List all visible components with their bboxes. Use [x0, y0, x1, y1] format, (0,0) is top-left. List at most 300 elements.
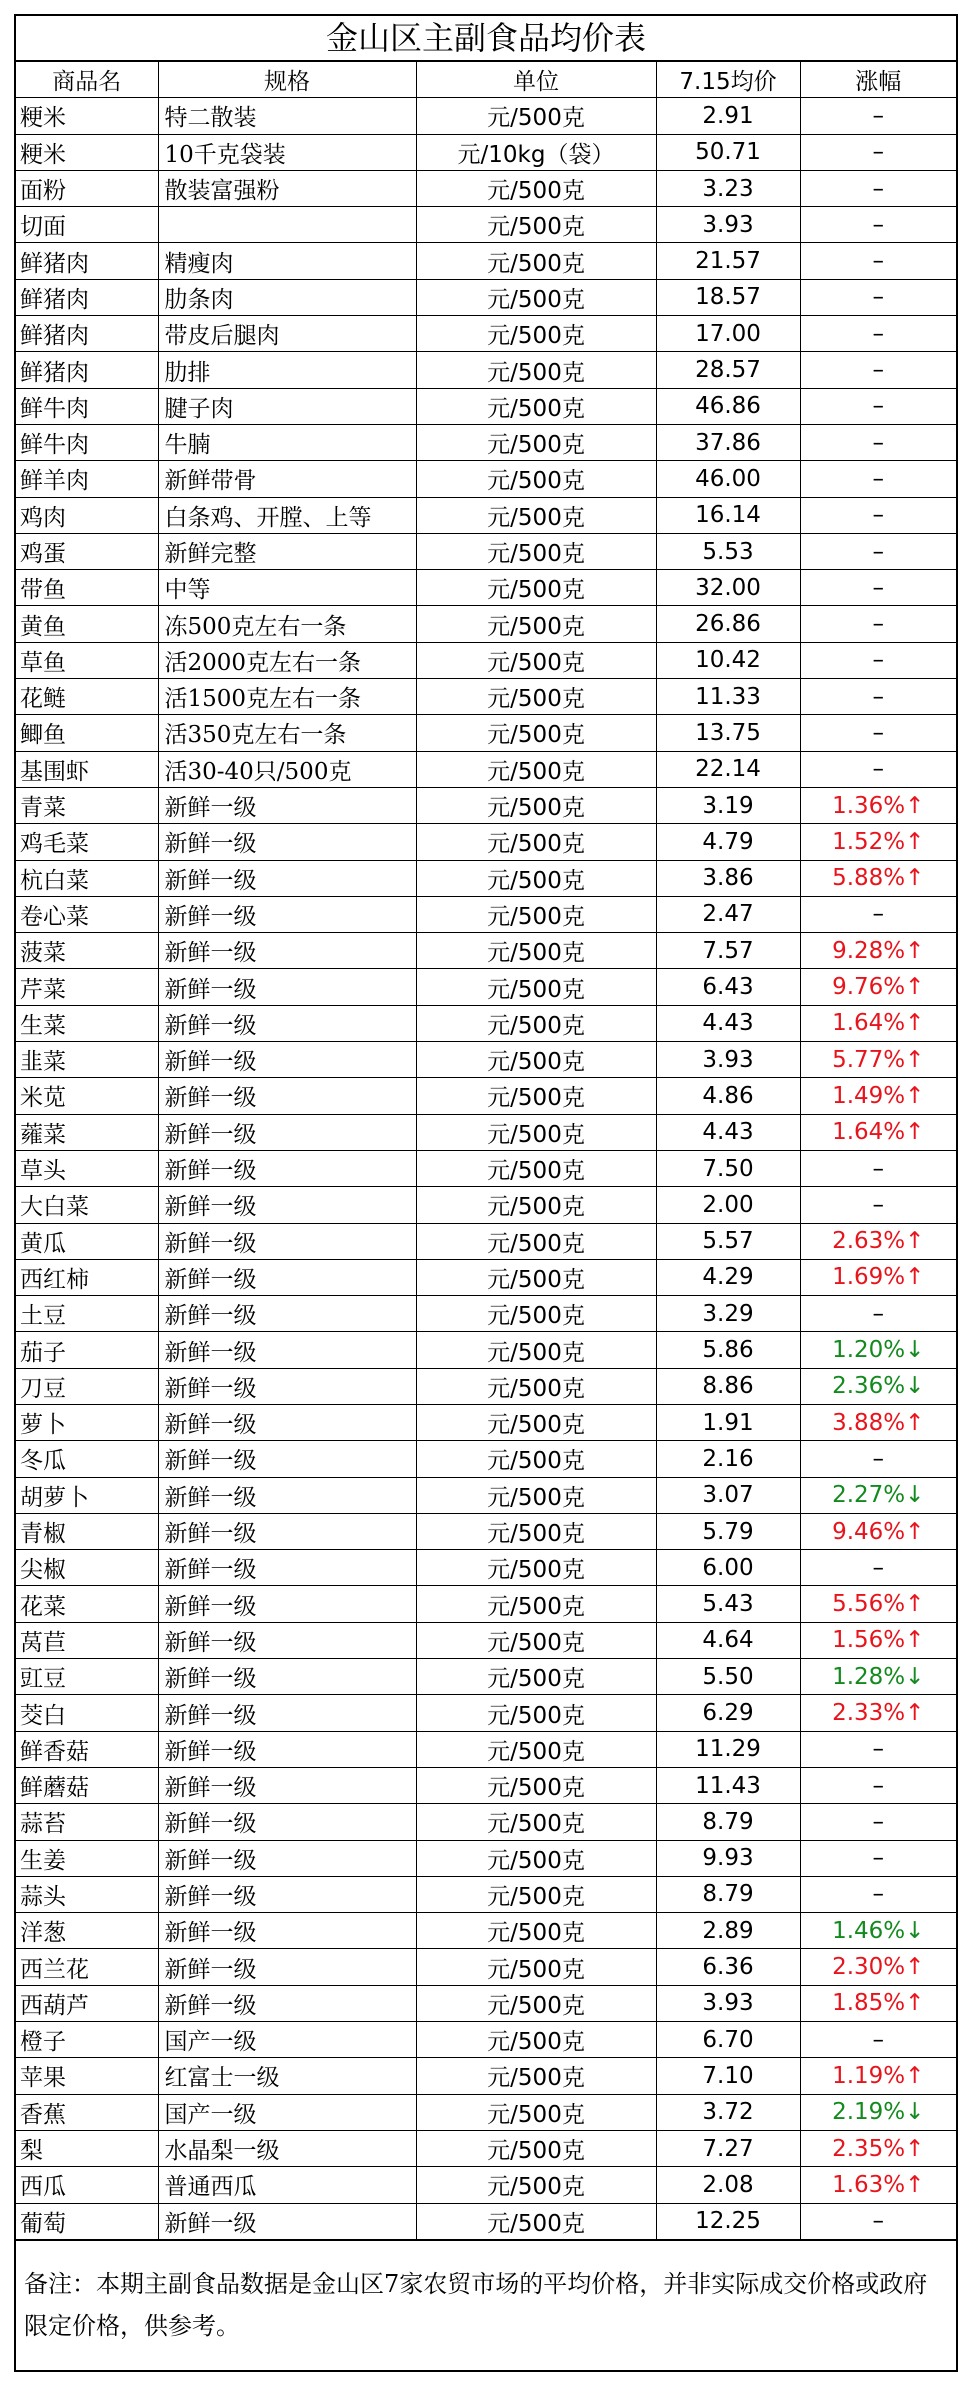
price-cell: 3.93 — [656, 1042, 800, 1078]
price-cell: 4.64 — [656, 1622, 800, 1658]
price-cell: 5.43 — [656, 1586, 800, 1622]
price-cell: 3.72 — [656, 2094, 800, 2130]
product-name-cell: 胡萝卜 — [16, 1477, 158, 1513]
product-name-cell: 茭白 — [16, 1695, 158, 1731]
table-row — [16, 134, 956, 170]
price-cell: 6.00 — [656, 1550, 800, 1586]
product-name-cell: 切面 — [16, 207, 158, 243]
spec-cell: 普通西瓜 — [158, 2167, 416, 2203]
price-cell: 6.29 — [656, 1695, 800, 1731]
product-name-cell: 鲫鱼 — [16, 715, 158, 751]
price-cell: 46.86 — [656, 388, 800, 424]
table-row — [16, 2130, 956, 2166]
table-row — [16, 2058, 956, 2094]
unit-cell: 元/500克 — [416, 1187, 656, 1223]
table-row — [16, 497, 956, 533]
spec-cell: 中等 — [158, 570, 416, 606]
unit-cell: 元/500克 — [416, 933, 656, 969]
unit-cell: 元/500克 — [416, 787, 656, 823]
unit-cell: 元/500克 — [416, 1114, 656, 1150]
product-name-cell: 带鱼 — [16, 570, 158, 606]
spec-cell: 活1500克左右一条 — [158, 679, 416, 715]
change-cell: – — [800, 679, 956, 715]
header-name: 商品名 — [16, 62, 158, 98]
spec-cell: 新鲜一级 — [158, 787, 416, 823]
product-name-cell: 蕹菜 — [16, 1114, 158, 1150]
unit-cell: 元/500克 — [416, 1985, 656, 2021]
product-name-cell: 冬瓜 — [16, 1441, 158, 1477]
spec-cell: 新鲜一级 — [158, 1513, 416, 1549]
price-cell: 32.00 — [656, 570, 800, 606]
change-cell: 1.64%↑ — [800, 1114, 956, 1150]
table-row — [16, 424, 956, 460]
spec-cell: 新鲜一级 — [158, 2203, 416, 2240]
price-cell: 46.00 — [656, 461, 800, 497]
change-cell: 5.77%↑ — [800, 1042, 956, 1078]
unit-cell: 元/500克 — [416, 1259, 656, 1295]
table-row — [16, 751, 956, 787]
table-row — [16, 1550, 956, 1586]
change-cell: – — [800, 570, 956, 606]
table-row — [16, 1404, 956, 1440]
change-cell: 2.63%↑ — [800, 1223, 956, 1259]
table-row — [16, 969, 956, 1005]
price-cell: 37.86 — [656, 424, 800, 460]
spec-cell: 新鲜一级 — [158, 1949, 416, 1985]
change-cell: 9.76%↑ — [800, 969, 956, 1005]
product-name-cell: 葡萄 — [16, 2203, 158, 2240]
unit-cell: 元/500克 — [416, 715, 656, 751]
unit-cell: 元/500克 — [416, 2203, 656, 2240]
unit-cell: 元/500克 — [416, 1223, 656, 1259]
change-cell: – — [800, 1296, 956, 1332]
spec-cell: 新鲜一级 — [158, 969, 416, 1005]
header-spec: 规格 — [158, 62, 416, 98]
spec-cell: 新鲜一级 — [158, 1296, 416, 1332]
spec-cell: 新鲜一级 — [158, 896, 416, 932]
table-row — [16, 1042, 956, 1078]
unit-cell: 元/500克 — [416, 1150, 656, 1186]
product-name-cell: 刀豆 — [16, 1368, 158, 1404]
spec-cell: 国产一级 — [158, 2094, 416, 2130]
price-cell: 5.53 — [656, 533, 800, 569]
change-cell: – — [800, 1731, 956, 1767]
price-cell: 50.71 — [656, 134, 800, 170]
product-name-cell: 香蕉 — [16, 2094, 158, 2130]
unit-cell: 元/500克 — [416, 1332, 656, 1368]
price-cell: 3.19 — [656, 787, 800, 823]
unit-cell: 元/500克 — [416, 1550, 656, 1586]
header-change: 涨幅 — [800, 62, 956, 98]
price-cell: 22.14 — [656, 751, 800, 787]
unit-cell: 元/500克 — [416, 533, 656, 569]
price-cell: 4.86 — [656, 1078, 800, 1114]
price-cell: 7.10 — [656, 2058, 800, 2094]
unit-cell: 元/500克 — [416, 1695, 656, 1731]
unit-cell: 元/500克 — [416, 824, 656, 860]
price-cell: 8.86 — [656, 1368, 800, 1404]
spec-cell: 新鲜一级 — [158, 933, 416, 969]
price-cell: 28.57 — [656, 352, 800, 388]
unit-cell: 元/500克 — [416, 642, 656, 678]
spec-cell — [158, 207, 416, 243]
change-cell: 2.27%↓ — [800, 1477, 956, 1513]
table-row — [16, 1913, 956, 1949]
change-cell: – — [800, 1187, 956, 1223]
table-row — [16, 2022, 956, 2058]
product-name-cell: 面粉 — [16, 170, 158, 206]
unit-cell: 元/500克 — [416, 1477, 656, 1513]
product-name-cell: 橙子 — [16, 2022, 158, 2058]
table-row — [16, 1731, 956, 1767]
change-cell: – — [800, 497, 956, 533]
product-name-cell: 米苋 — [16, 1078, 158, 1114]
table-row — [16, 533, 956, 569]
price-cell: 11.33 — [656, 679, 800, 715]
price-cell: 5.57 — [656, 1223, 800, 1259]
change-cell: – — [800, 1150, 956, 1186]
price-cell: 5.79 — [656, 1513, 800, 1549]
change-cell: – — [800, 1441, 956, 1477]
spec-cell: 新鲜一级 — [158, 1804, 416, 1840]
spec-cell: 新鲜一级 — [158, 1332, 416, 1368]
table-row — [16, 2203, 956, 2240]
change-cell: 5.56%↑ — [800, 1586, 956, 1622]
change-cell: – — [800, 751, 956, 787]
price-cell: 5.50 — [656, 1659, 800, 1695]
table-row — [16, 1223, 956, 1259]
change-cell: 1.28%↓ — [800, 1659, 956, 1695]
table-row — [16, 352, 956, 388]
table-row — [16, 933, 956, 969]
table-row — [16, 1659, 956, 1695]
table-row — [16, 316, 956, 352]
product-name-cell: 蒜苔 — [16, 1804, 158, 1840]
unit-cell: 元/500克 — [416, 1042, 656, 1078]
price-cell: 17.00 — [656, 316, 800, 352]
product-name-cell: 萝卜 — [16, 1404, 158, 1440]
product-name-cell: 尖椒 — [16, 1550, 158, 1586]
product-name-cell: 芹菜 — [16, 969, 158, 1005]
spec-cell: 新鲜一级 — [158, 1441, 416, 1477]
spec-cell: 新鲜完整 — [158, 533, 416, 569]
table-row — [16, 860, 956, 896]
spec-cell: 新鲜一级 — [158, 1550, 416, 1586]
change-cell: – — [800, 388, 956, 424]
table-row — [16, 279, 956, 315]
spec-cell: 10千克袋装 — [158, 134, 416, 170]
product-name-cell: 黄鱼 — [16, 606, 158, 642]
product-name-cell: 西瓜 — [16, 2167, 158, 2203]
change-cell: – — [800, 1550, 956, 1586]
spec-cell: 精瘦肉 — [158, 243, 416, 279]
spec-cell: 新鲜一级 — [158, 1187, 416, 1223]
table-row — [16, 1767, 956, 1803]
product-name-cell: 鸡肉 — [16, 497, 158, 533]
spec-cell: 活2000克左右一条 — [158, 642, 416, 678]
product-name-cell: 卷心菜 — [16, 896, 158, 932]
price-cell: 6.43 — [656, 969, 800, 1005]
unit-cell: 元/500克 — [416, 751, 656, 787]
unit-cell: 元/500克 — [416, 1659, 656, 1695]
spec-cell: 新鲜一级 — [158, 860, 416, 896]
change-cell: – — [800, 316, 956, 352]
product-name-cell: 韭菜 — [16, 1042, 158, 1078]
product-name-cell: 生菜 — [16, 1005, 158, 1041]
price-cell: 16.14 — [656, 497, 800, 533]
spec-cell: 新鲜一级 — [158, 1404, 416, 1440]
product-name-cell: 粳米 — [16, 134, 158, 170]
spec-cell: 红富士一级 — [158, 2058, 416, 2094]
table-row — [16, 98, 956, 134]
change-cell: 2.19%↓ — [800, 2094, 956, 2130]
spec-cell: 腱子肉 — [158, 388, 416, 424]
table-row — [16, 787, 956, 823]
change-cell: – — [800, 1876, 956, 1912]
product-name-cell: 鲜猪肉 — [16, 243, 158, 279]
table-row — [16, 1513, 956, 1549]
price-cell: 3.29 — [656, 1296, 800, 1332]
unit-cell: 元/500克 — [416, 1513, 656, 1549]
change-cell: – — [800, 606, 956, 642]
price-cell: 5.86 — [656, 1332, 800, 1368]
spec-cell: 新鲜一级 — [158, 1005, 416, 1041]
table-row — [16, 1586, 956, 1622]
unit-cell: 元/500克 — [416, 424, 656, 460]
table-row — [16, 606, 956, 642]
spec-cell: 新鲜一级 — [158, 1586, 416, 1622]
table-row — [16, 243, 956, 279]
unit-cell: 元/500克 — [416, 570, 656, 606]
price-cell: 6.36 — [656, 1949, 800, 1985]
product-name-cell: 鲜香菇 — [16, 1731, 158, 1767]
product-name-cell: 茄子 — [16, 1332, 158, 1368]
unit-cell: 元/500克 — [416, 1404, 656, 1440]
table-row — [16, 1804, 956, 1840]
price-cell: 4.79 — [656, 824, 800, 860]
unit-cell: 元/500克 — [416, 1368, 656, 1404]
spec-cell: 新鲜一级 — [158, 1368, 416, 1404]
price-table-sheet — [14, 14, 958, 2372]
change-cell: 1.63%↑ — [800, 2167, 956, 2203]
unit-cell: 元/500克 — [416, 279, 656, 315]
spec-cell: 新鲜一级 — [158, 1731, 416, 1767]
product-name-cell: 鲜羊肉 — [16, 461, 158, 497]
product-name-cell: 鲜猪肉 — [16, 279, 158, 315]
table-row — [16, 170, 956, 206]
change-cell: 2.36%↓ — [800, 1368, 956, 1404]
unit-cell: 元/500克 — [416, 243, 656, 279]
product-name-cell: 草鱼 — [16, 642, 158, 678]
unit-cell: 元/500克 — [416, 1876, 656, 1912]
table-row — [16, 1477, 956, 1513]
spec-cell: 新鲜一级 — [158, 1659, 416, 1695]
table-row — [16, 1078, 956, 1114]
header-unit: 单位 — [416, 62, 656, 98]
product-name-cell: 西兰花 — [16, 1949, 158, 1985]
product-name-cell: 青菜 — [16, 787, 158, 823]
table-row — [16, 1259, 956, 1295]
change-cell: – — [800, 896, 956, 932]
spec-cell: 肋条肉 — [158, 279, 416, 315]
change-cell: 1.52%↑ — [800, 824, 956, 860]
change-cell: 1.56%↑ — [800, 1622, 956, 1658]
unit-cell: 元/500克 — [416, 497, 656, 533]
footnote: 备注：本期主副食品数据是金山区7家农贸市场的平均价格，并非实际成交价格或政府限定价格，供参考。 — [24, 2269, 928, 2340]
spec-cell: 散装富强粉 — [158, 170, 416, 206]
price-cell: 3.23 — [656, 170, 800, 206]
table-row — [16, 1622, 956, 1658]
unit-cell: 元/500克 — [416, 1731, 656, 1767]
spec-cell: 牛腩 — [158, 424, 416, 460]
product-name-cell: 大白菜 — [16, 1187, 158, 1223]
table-row — [16, 207, 956, 243]
spec-cell: 新鲜一级 — [158, 824, 416, 860]
unit-cell: 元/500克 — [416, 1078, 656, 1114]
product-name-cell: 基围虾 — [16, 751, 158, 787]
table-row — [16, 1114, 956, 1150]
unit-cell: 元/500克 — [416, 1296, 656, 1332]
table-row — [16, 642, 956, 678]
change-cell: – — [800, 642, 956, 678]
unit-cell: 元/500克 — [416, 352, 656, 388]
table-row — [16, 1150, 956, 1186]
price-cell: 1.91 — [656, 1404, 800, 1440]
product-name-cell: 土豆 — [16, 1296, 158, 1332]
unit-cell: 元/500克 — [416, 1949, 656, 1985]
change-cell: 9.28%↑ — [800, 933, 956, 969]
table-row — [16, 1840, 956, 1876]
spec-cell: 新鲜一级 — [158, 1150, 416, 1186]
table-row — [16, 679, 956, 715]
spec-cell: 活30-40只/500克 — [158, 751, 416, 787]
unit-cell: 元/500克 — [416, 1804, 656, 1840]
spec-cell: 国产一级 — [158, 2022, 416, 2058]
table-row — [16, 715, 956, 751]
price-cell: 10.42 — [656, 642, 800, 678]
price-cell: 9.93 — [656, 1840, 800, 1876]
price-cell: 2.00 — [656, 1187, 800, 1223]
change-cell: 1.20%↓ — [800, 1332, 956, 1368]
price-cell: 18.57 — [656, 279, 800, 315]
spec-cell: 新鲜一级 — [158, 1622, 416, 1658]
table-row — [16, 1441, 956, 1477]
table-row — [16, 1296, 956, 1332]
change-cell: 1.85%↑ — [800, 1985, 956, 2021]
product-name-cell: 苹果 — [16, 2058, 158, 2094]
spec-cell: 新鲜一级 — [158, 1913, 416, 1949]
table-row — [16, 896, 956, 932]
price-cell: 21.57 — [656, 243, 800, 279]
unit-cell: 元/500克 — [416, 1840, 656, 1876]
spec-cell: 特二散装 — [158, 98, 416, 134]
header-row — [16, 62, 956, 98]
unit-cell: 元/500克 — [416, 606, 656, 642]
spec-cell: 白条鸡、开膛、上等 — [158, 497, 416, 533]
product-name-cell: 鲜牛肉 — [16, 388, 158, 424]
change-cell: 1.46%↓ — [800, 1913, 956, 1949]
unit-cell: 元/500克 — [416, 1441, 656, 1477]
spec-cell: 肋排 — [158, 352, 416, 388]
table-row — [16, 2094, 956, 2130]
table-row — [16, 1949, 956, 1985]
price-cell: 3.07 — [656, 1477, 800, 1513]
product-name-cell: 花鲢 — [16, 679, 158, 715]
unit-cell: 元/500克 — [416, 679, 656, 715]
table-row — [16, 570, 956, 606]
change-cell: 9.46%↑ — [800, 1513, 956, 1549]
product-name-cell: 杭白菜 — [16, 860, 158, 896]
unit-cell: 元/500克 — [416, 860, 656, 896]
unit-cell: 元/500克 — [416, 98, 656, 134]
table-row — [16, 1332, 956, 1368]
change-cell: 3.88%↑ — [800, 1404, 956, 1440]
price-cell: 26.86 — [656, 606, 800, 642]
price-cell: 2.47 — [656, 896, 800, 932]
table-row — [16, 1985, 956, 2021]
change-cell: 2.30%↑ — [800, 1949, 956, 1985]
product-name-cell: 鲜猪肉 — [16, 352, 158, 388]
price-cell: 11.29 — [656, 1731, 800, 1767]
price-cell: 2.16 — [656, 1441, 800, 1477]
unit-cell: 元/500克 — [416, 2022, 656, 2058]
product-name-cell: 青椒 — [16, 1513, 158, 1549]
spec-cell: 新鲜一级 — [158, 1985, 416, 2021]
product-name-cell: 菠菜 — [16, 933, 158, 969]
spec-cell: 新鲜一级 — [158, 1259, 416, 1295]
table-row — [16, 1695, 956, 1731]
unit-cell: 元/500克 — [416, 1913, 656, 1949]
spec-cell: 带皮后腿肉 — [158, 316, 416, 352]
table-row — [16, 1187, 956, 1223]
spec-cell: 新鲜一级 — [158, 1876, 416, 1912]
spec-cell: 新鲜一级 — [158, 1078, 416, 1114]
product-name-cell: 生姜 — [16, 1840, 158, 1876]
product-name-cell: 西红柿 — [16, 1259, 158, 1295]
unit-cell: 元/500克 — [416, 207, 656, 243]
table-row — [16, 388, 956, 424]
price-table — [16, 62, 956, 2241]
unit-cell: 元/500克 — [416, 2094, 656, 2130]
spec-cell: 新鲜带骨 — [158, 461, 416, 497]
price-cell: 4.43 — [656, 1114, 800, 1150]
product-name-cell: 草头 — [16, 1150, 158, 1186]
change-cell: – — [800, 424, 956, 460]
change-cell: – — [800, 207, 956, 243]
product-name-cell: 鸡毛菜 — [16, 824, 158, 860]
product-name-cell: 西葫芦 — [16, 1985, 158, 2021]
header-price: 7.15均价 — [656, 62, 800, 98]
price-cell: 7.27 — [656, 2130, 800, 2166]
change-cell: – — [800, 1840, 956, 1876]
unit-cell: 元/500克 — [416, 1622, 656, 1658]
change-cell: 1.36%↑ — [800, 787, 956, 823]
change-cell: – — [800, 533, 956, 569]
unit-cell: 元/500克 — [416, 388, 656, 424]
price-cell: 7.57 — [656, 933, 800, 969]
product-name-cell: 莴苣 — [16, 1622, 158, 1658]
unit-cell: 元/500克 — [416, 2167, 656, 2203]
spec-cell: 水晶梨一级 — [158, 2130, 416, 2166]
product-name-cell: 花菜 — [16, 1586, 158, 1622]
table-title: 金山区主副食品均价表 — [16, 16, 956, 62]
spec-cell: 新鲜一级 — [158, 1767, 416, 1803]
spec-cell: 新鲜一级 — [158, 1695, 416, 1731]
price-cell: 8.79 — [656, 1876, 800, 1912]
product-name-cell: 鲜猪肉 — [16, 316, 158, 352]
price-cell: 12.25 — [656, 2203, 800, 2240]
price-cell: 4.29 — [656, 1259, 800, 1295]
